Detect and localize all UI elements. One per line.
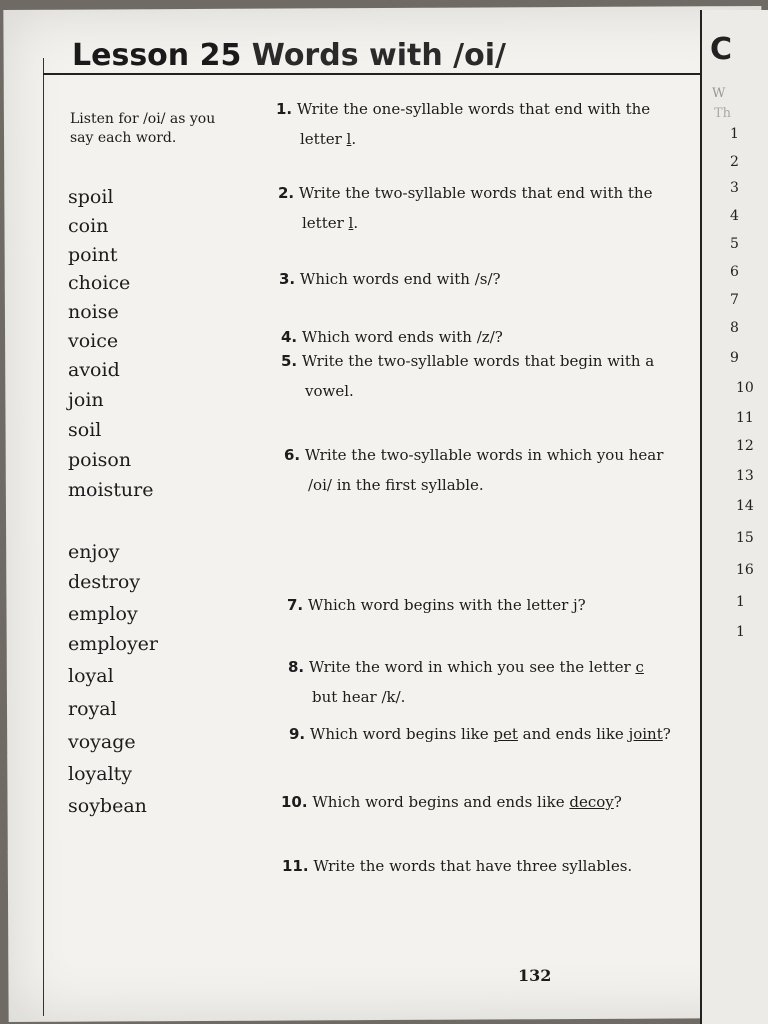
question-line xyxy=(279,264,501,294)
question-line xyxy=(281,787,622,817)
edge-number: 3 xyxy=(730,180,739,196)
question-number: 4. xyxy=(281,328,298,346)
question-text: letter xyxy=(300,130,347,148)
question-text: vowel. xyxy=(305,382,354,400)
word-item: poison xyxy=(68,449,132,471)
edge-number: 1 xyxy=(736,594,745,610)
question-text: but hear /k/. xyxy=(312,688,406,706)
edge-number: 9 xyxy=(730,350,739,366)
question-line xyxy=(276,94,650,124)
word-item: choice xyxy=(68,272,131,294)
question-text: ? xyxy=(662,725,671,743)
underlined-text: pet xyxy=(493,725,518,743)
edge-w: W xyxy=(712,86,726,101)
word-item: destroy xyxy=(68,571,141,593)
left-margin-rule xyxy=(43,58,44,1016)
question-number: 5. xyxy=(281,352,298,370)
edge-number: 2 xyxy=(730,154,739,170)
word-item: soil xyxy=(68,419,102,441)
edge-number: 13 xyxy=(736,468,754,484)
word-item: noise xyxy=(68,301,119,323)
question-item xyxy=(279,264,501,294)
question-number: 10. xyxy=(281,793,308,811)
question-number: 6. xyxy=(284,446,301,464)
question-text: ? xyxy=(613,793,622,811)
word-item: avoid xyxy=(68,359,120,381)
question-line xyxy=(289,719,671,749)
edge-number: 1 xyxy=(736,624,745,640)
edge-t: Th xyxy=(714,106,732,121)
page-number: 132 xyxy=(518,966,552,985)
word-item: voyage xyxy=(68,731,136,753)
question-number: 8. xyxy=(288,658,305,676)
question-number: 7. xyxy=(287,596,304,614)
question-line xyxy=(278,208,652,238)
word-item: join xyxy=(68,389,104,411)
edge-letter: C xyxy=(710,32,733,67)
edge-number: 5 xyxy=(730,236,739,252)
question-item xyxy=(276,94,650,154)
question-line xyxy=(288,652,644,682)
question-line xyxy=(281,376,654,406)
question-line xyxy=(278,178,652,208)
question-text: and ends like xyxy=(517,725,629,743)
instructions: Listen for /oi/ as you say each word. xyxy=(70,111,216,146)
question-number: 11. xyxy=(282,857,309,875)
underlined-text: decoy xyxy=(569,793,614,811)
question-number: 2. xyxy=(278,184,295,202)
question-text: Which word begins and ends like xyxy=(312,793,570,811)
word-item: spoil xyxy=(68,186,114,208)
question-text: letter xyxy=(302,214,349,232)
question-text: Write the words that have three syllables. xyxy=(313,857,633,875)
word-item: enjoy xyxy=(68,541,120,563)
edge-number: 6 xyxy=(730,264,739,280)
lesson-label: Lesson 25 xyxy=(72,38,242,73)
question-item xyxy=(287,590,586,620)
page-title xyxy=(72,38,506,73)
edge-number: 14 xyxy=(736,498,754,514)
question-text: . xyxy=(353,214,359,232)
question-text: Write the two-syllable words that begin with a xyxy=(301,352,655,370)
edge-number: 4 xyxy=(730,208,739,224)
word-item: loyalty xyxy=(68,763,133,785)
question-text: Which words end with /s/? xyxy=(299,270,501,288)
underlined-text: j xyxy=(573,596,578,614)
word-item: coin xyxy=(68,215,109,237)
question-text: Write the one-syllable words that end with the xyxy=(296,100,651,118)
question-item xyxy=(281,787,622,817)
word-item: soybean xyxy=(68,795,147,817)
underlined-text: l xyxy=(348,214,354,232)
question-line xyxy=(287,590,586,620)
edge-number: 15 xyxy=(736,530,754,546)
edge-number: 16 xyxy=(736,562,754,578)
underlined-text: l xyxy=(346,130,352,148)
question-item xyxy=(282,851,632,881)
lesson-topic: Words with /oi/ xyxy=(251,38,506,73)
word-item: voice xyxy=(68,330,119,352)
edge-number: 12 xyxy=(736,438,754,454)
question-number: 1. xyxy=(276,100,293,118)
question-line xyxy=(276,124,650,154)
word-item: loyal xyxy=(68,665,114,687)
question-line xyxy=(282,851,632,881)
question-text: Which word ends with /z/? xyxy=(301,328,503,346)
word-item: employ xyxy=(68,603,138,625)
edge-number: 10 xyxy=(736,380,754,396)
question-text: /oi/ in the first syllable. xyxy=(308,476,484,494)
question-text: Write the two-syllable words in which you hear xyxy=(304,446,664,464)
edge-number: 1 xyxy=(730,126,739,142)
question-line xyxy=(284,440,663,470)
edge-number: 8 xyxy=(730,320,739,336)
edge-number: 7 xyxy=(730,292,739,308)
underlined-text: c xyxy=(635,658,644,676)
edge-number: 11 xyxy=(736,410,754,426)
question-item xyxy=(278,178,652,238)
question-number: 3. xyxy=(279,270,296,288)
question-item xyxy=(289,719,671,749)
title-rule xyxy=(43,73,701,75)
question-line xyxy=(284,470,663,500)
question-line xyxy=(281,346,654,376)
question-line xyxy=(288,682,644,712)
underlined-text: joint xyxy=(628,725,663,743)
question-text: Write the two-syllable words that end with the xyxy=(298,184,653,202)
question-text: Which word begins like xyxy=(309,725,494,743)
question-item xyxy=(284,440,663,500)
question-number: 9. xyxy=(289,725,306,743)
question-text: Which word begins with the letter xyxy=(307,596,574,614)
question-text: ? xyxy=(577,596,586,614)
word-item: royal xyxy=(68,698,117,720)
question-text: Write the word in which you see the letter xyxy=(308,658,636,676)
question-item xyxy=(288,652,644,712)
word-item: employer xyxy=(68,633,158,655)
question-item xyxy=(281,346,654,406)
question-text: . xyxy=(351,130,357,148)
word-item: moisture xyxy=(68,479,154,501)
word-item: point xyxy=(68,244,118,266)
